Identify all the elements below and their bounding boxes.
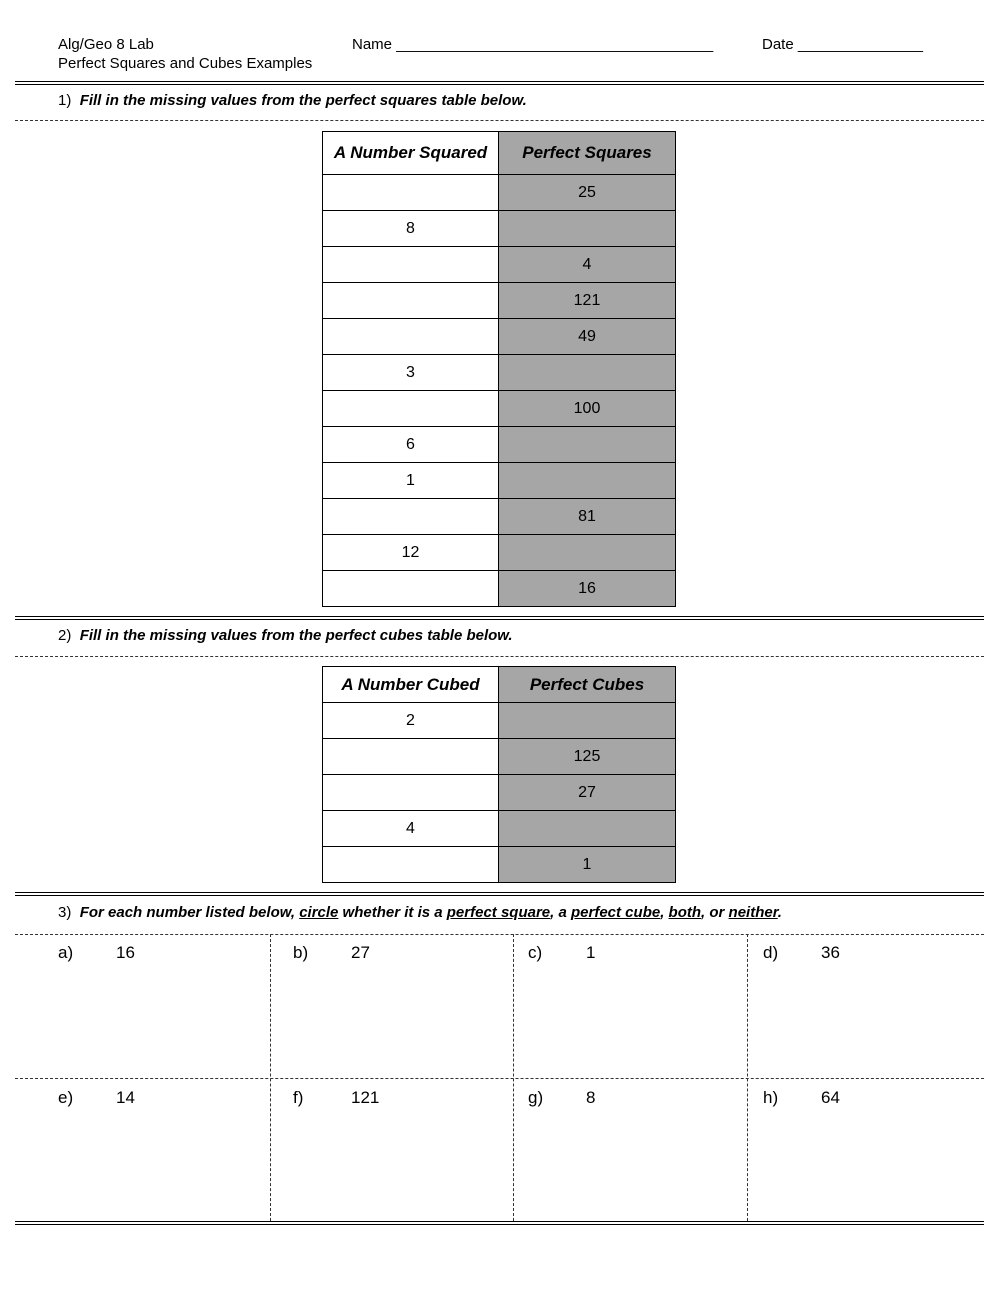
date-label: Date [762, 36, 794, 53]
question-number: 2) [58, 627, 72, 644]
name-field[interactable] [352, 36, 713, 53]
instruction-text: . [777, 904, 782, 921]
table-row [323, 463, 676, 499]
number-cell[interactable] [323, 847, 499, 883]
table-row [323, 427, 676, 463]
number-cell[interactable] [323, 247, 499, 283]
table-row [323, 355, 676, 391]
item-b[interactable] [293, 943, 370, 963]
item-label: e) [58, 1088, 74, 1107]
value-cell[interactable] [499, 427, 676, 463]
item-value: 1 [586, 943, 596, 962]
number-cell[interactable]: 12 [323, 535, 499, 571]
perfect-squares-table [322, 131, 676, 607]
keyword-perfect-cube: perfect cube [571, 904, 661, 921]
table-row [323, 775, 676, 811]
name-blank: ______________________________________ [396, 36, 714, 53]
table-row [323, 571, 676, 607]
number-cell[interactable] [323, 499, 499, 535]
dashed-divider [15, 934, 984, 935]
table-row [323, 247, 676, 283]
value-cell[interactable]: 49 [499, 319, 676, 355]
instruction-text: , [660, 904, 669, 921]
number-cell[interactable]: 1 [323, 463, 499, 499]
number-cell[interactable]: 8 [323, 211, 499, 247]
table-row [323, 283, 676, 319]
value-cell[interactable]: 25 [499, 175, 676, 211]
value-cell[interactable]: 81 [499, 499, 676, 535]
value-cell[interactable] [499, 211, 676, 247]
item-label: f) [293, 1088, 304, 1107]
item-value: 36 [821, 943, 840, 962]
keyword-circle: circle [299, 904, 339, 921]
question-3 [58, 904, 782, 921]
question-number: 1) [58, 92, 72, 109]
value-cell[interactable]: 1 [499, 847, 676, 883]
name-label: Name [352, 36, 393, 53]
value-cell[interactable]: 4 [499, 247, 676, 283]
instruction-text: For each number listed below, [79, 904, 300, 921]
table-row [323, 811, 676, 847]
number-cell[interactable] [323, 775, 499, 811]
keyword-neither: neither [728, 904, 778, 921]
value-cell[interactable]: 16 [499, 571, 676, 607]
perfect-cubes-table [322, 666, 676, 883]
column-header-number-squared: A Number Squared [323, 132, 499, 175]
item-a[interactable] [58, 943, 135, 963]
section-divider [15, 616, 984, 620]
item-label: c) [528, 943, 543, 962]
dashed-divider [15, 656, 984, 657]
item-label: h) [763, 1088, 779, 1107]
section-divider [15, 81, 984, 85]
value-cell[interactable] [499, 811, 676, 847]
number-cell[interactable] [323, 391, 499, 427]
date-blank: _______________ [797, 36, 923, 53]
item-f[interactable] [293, 1088, 379, 1108]
value-cell[interactable] [499, 463, 676, 499]
item-value: 121 [351, 1088, 380, 1107]
number-cell[interactable] [323, 319, 499, 355]
instruction-text: , or [701, 904, 729, 921]
item-h[interactable] [763, 1088, 840, 1108]
question-number: 3) [58, 904, 72, 921]
column-header-perfect-squares: Perfect Squares [499, 132, 676, 175]
item-value: 8 [586, 1088, 596, 1107]
value-cell[interactable] [499, 535, 676, 571]
value-cell[interactable]: 27 [499, 775, 676, 811]
number-cell[interactable] [323, 739, 499, 775]
table-row [323, 175, 676, 211]
item-c[interactable] [528, 943, 595, 963]
dashed-divider [15, 1078, 984, 1079]
number-cell[interactable]: 3 [323, 355, 499, 391]
item-label: d) [763, 943, 779, 962]
instruction-text: whether it is a [338, 904, 447, 921]
question-instruction: Fill in the missing values from the perfect cubes table below. [79, 627, 513, 644]
table-row [323, 319, 676, 355]
section-divider [15, 1221, 984, 1225]
table-row [323, 211, 676, 247]
section-divider [15, 892, 984, 896]
column-header-number-cubed: A Number Cubed [323, 667, 499, 703]
item-label: b) [293, 943, 309, 962]
table-row [323, 847, 676, 883]
worksheet-subtitle: Perfect Squares and Cubes Examples [58, 55, 313, 72]
dashed-divider [15, 120, 984, 121]
keyword-perfect-square: perfect square [446, 904, 551, 921]
item-value: 27 [351, 943, 370, 962]
number-cell[interactable] [323, 175, 499, 211]
question-2 [58, 627, 513, 644]
value-cell[interactable]: 100 [499, 391, 676, 427]
table-row [323, 535, 676, 571]
item-d[interactable] [763, 943, 840, 963]
item-value: 64 [821, 1088, 840, 1107]
number-cell[interactable]: 2 [323, 703, 499, 739]
value-cell[interactable]: 121 [499, 283, 676, 319]
value-cell[interactable]: 125 [499, 739, 676, 775]
table-row [323, 703, 676, 739]
number-cell[interactable] [323, 571, 499, 607]
value-cell[interactable] [499, 355, 676, 391]
table-row [323, 739, 676, 775]
value-cell[interactable] [499, 703, 676, 739]
item-e[interactable] [58, 1088, 135, 1108]
number-cell[interactable] [323, 283, 499, 319]
table-row [323, 499, 676, 535]
course-title: Alg/Geo 8 Lab [58, 36, 154, 53]
column-divider [513, 934, 514, 1221]
item-value: 14 [116, 1088, 135, 1107]
instruction-text: , a [550, 904, 571, 921]
column-divider [270, 934, 271, 1221]
item-value: 16 [116, 943, 135, 962]
question-1 [58, 92, 527, 109]
question-instruction: Fill in the missing values from the perfect squares table below. [79, 92, 527, 109]
number-cell[interactable]: 6 [323, 427, 499, 463]
table-row [323, 391, 676, 427]
date-field[interactable] [762, 36, 923, 53]
number-cell[interactable]: 4 [323, 811, 499, 847]
item-label: g) [528, 1088, 544, 1107]
column-header-perfect-cubes: Perfect Cubes [499, 667, 676, 703]
column-divider [747, 934, 748, 1221]
item-g[interactable] [528, 1088, 595, 1108]
keyword-both: both [668, 904, 702, 921]
item-label: a) [58, 943, 74, 962]
